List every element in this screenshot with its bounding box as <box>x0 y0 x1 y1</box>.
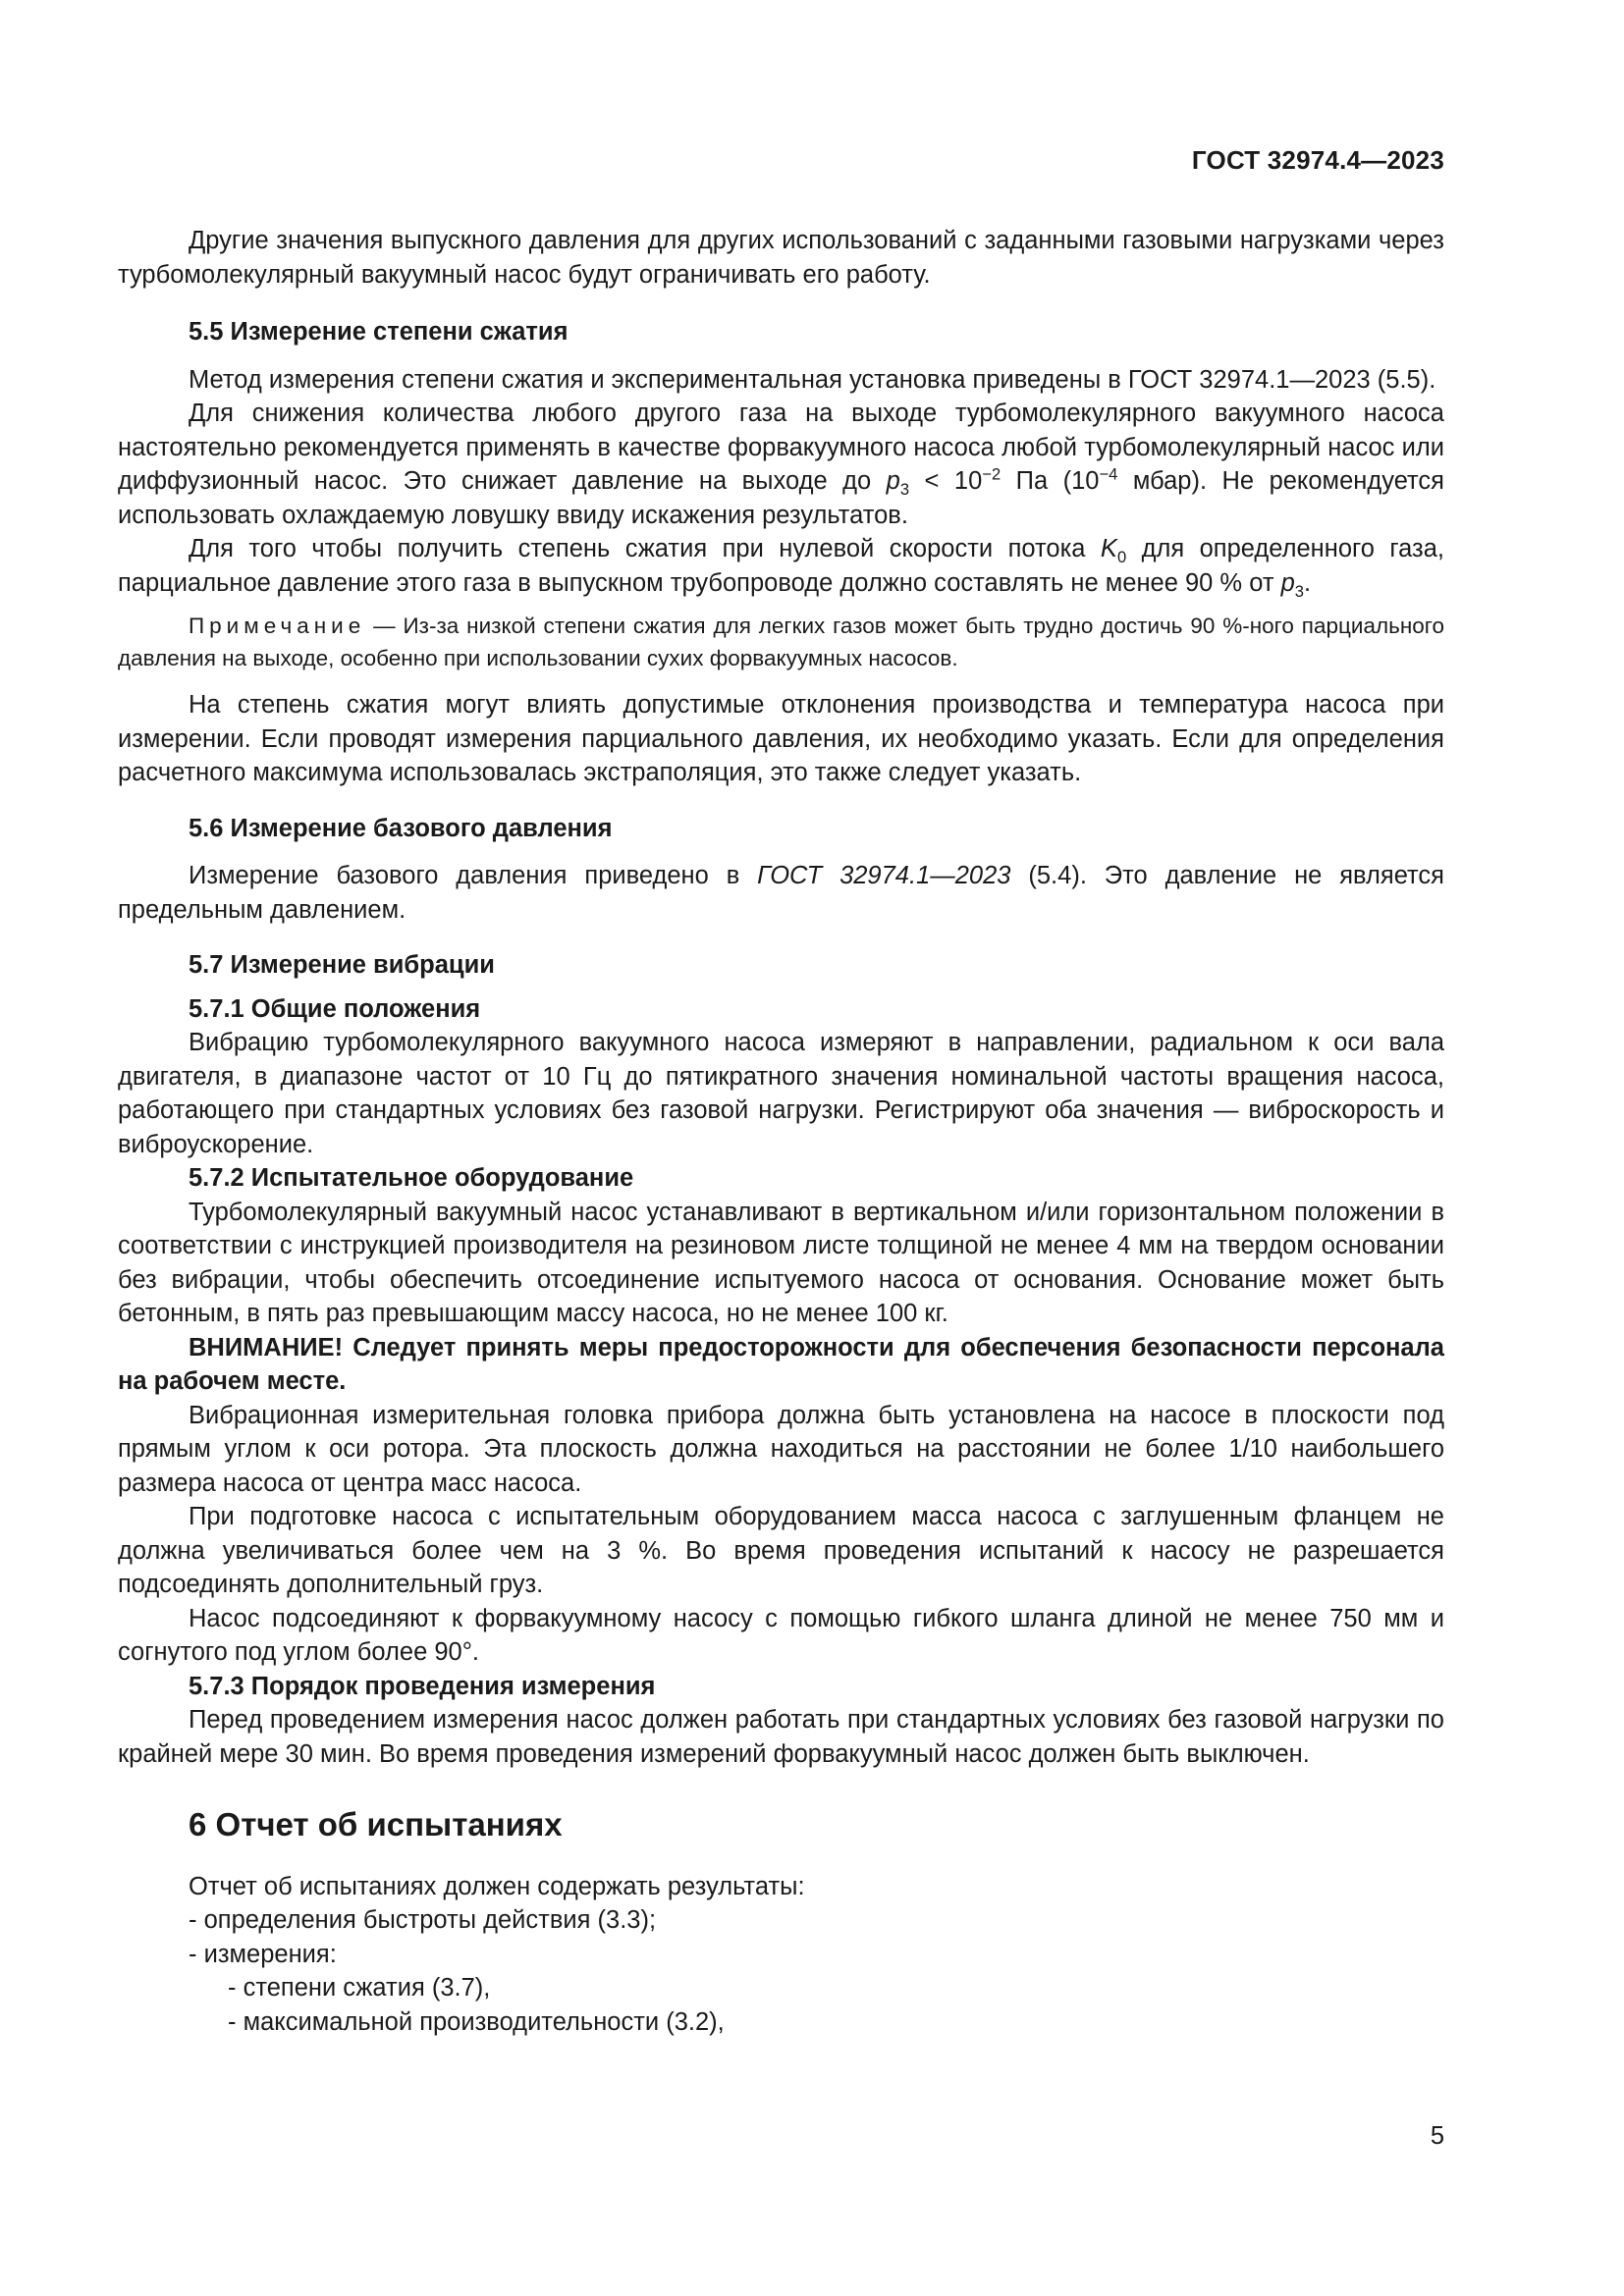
intro-paragraph: Другие значения выпускного давления для других использований с заданными газовыми нагрузками через турбомолекулярный вакуумный насос будут ограничивать его работу. <box>118 227 1444 289</box>
standard-designation: ГОСТ 32974.4—2023 <box>1191 145 1444 175</box>
section-5-5-paragraph-3: Для того чтобы получить степень сжатия при нулевой скорости потока $K_0$ для определенного газа, парциальное давление этого газа в выпускном трубопроводе должно составлять не менее 90 % от $p_3$. <box>118 535 1444 601</box>
list-item: - максимальной производительности (3.2), <box>228 2007 725 2036</box>
note-paragraph: Примечание — Из-за низкой степени сжатия для легких газов может быть трудно достичь 90 %-ного парциального давления на выходе, особенно при использовании сухих форвакуумных насосов. <box>118 614 1444 670</box>
section-5-7-3-paragraph: Перед проведением измерения насос должен работать при стандартных условиях без газовой нагрузки по крайней мере 30 мин. Во время проведения измерений форвакуумный насос должен быть выключен. <box>118 1706 1444 1768</box>
section-5-5-paragraph-2: Для снижения количества любого другого газа на выходе турбомолекулярного вакуумного насоса настоятельно рекомендуется применять в качестве форвакуумного насоса любой турбомолекулярный насос или диффузионный насос. Это снижает давление на выходе до $p_3 < 10^{-2}$ Па ($10^{-4}$ мбар). Не рекомендуется использовать охлаждаемую ловушку ввиду искажения результатов. <box>118 400 1444 529</box>
section-5-7-1-paragraph: Вибрацию турбомолекулярного вакуумного насоса измеряют в направлении, радиальном к оси вала двигателя, в диапазоне частот от 10 Гц до пятикратного значения номинальной частоты вращения насоса, работающего при стандартных условиях без газовой нагрузки. Регистрируют оба значения — виброскорость и виброускорение. <box>118 1029 1444 1158</box>
section-5-7-1-heading: 5.7.1 Общие положения <box>189 994 481 1023</box>
section-5-7-2-paragraph-4: Насос подсоединяют к форвакуумному насосу с помощью гибкого шланга длиной не менее 750 мм и согнутого под углом более 90°. <box>118 1604 1444 1666</box>
list-item: - измерения: <box>189 1940 337 1968</box>
section-5-7-3-heading: 5.7.3 Порядок проведения измерения <box>189 1672 656 1700</box>
section-5-5-paragraph-1: Метод измерения степени сжатия и экспериментальная установка приведены в ГОСТ 32974.1—2023 (5.5). <box>189 365 1436 394</box>
list-item: - степени сжатия (3.7), <box>228 1974 491 2002</box>
page-body <box>118 224 1444 2039</box>
section-5-5-heading: 5.5 Измерение степени сжатия <box>189 318 568 346</box>
section-5-6-paragraph-1: Измерение базового давления приведено в ГОСТ 32974.1—2023 (5.4). Это давление не является предельным давлением. <box>118 862 1444 924</box>
section-6-intro: Отчет об испытаниях должен содержать результаты: <box>189 1872 805 1900</box>
section-5-7-2-paragraph-2: Вибрационная измерительная головка прибора должна быть установлена на насосе в плоскости под прямым углом к оси ротора. Эта плоскость должна находиться на расстоянии не более 1/10 наибольшего размера насоса от центра масс насоса. <box>118 1401 1444 1497</box>
note-label: Примечание <box>189 614 366 638</box>
standard-reference: ГОСТ 32974.1—2023 <box>757 862 1011 889</box>
section-6-heading: 6 Отчет об испытаниях <box>189 1806 563 1842</box>
section-5-7-heading: 5.7 Измерение вибрации <box>189 951 495 979</box>
list-item: - определения быстроты действия (3.3); <box>189 1906 657 1934</box>
section-5-7-2-heading: 5.7.2 Испытательное оборудование <box>189 1164 634 1192</box>
page-number: 5 <box>1430 2122 1444 2150</box>
section-5-6-heading: 5.6 Измерение базового давления <box>189 814 613 842</box>
section-5-7-2-paragraph-3: При подготовке насоса с испытательным оборудованием масса насоса с заглушенным фланцем не должна увеличиваться более чем на 3 %. Во время проведения испытаний к насосу не разрешается подсоединять дополнительный груз. <box>118 1503 1444 1598</box>
section-5-5-paragraph-4: На степень сжатия могут влиять допустимые отклонения производства и температура насоса при измерении. Если проводят измерения парциального давления, их необходимо указать. Если для определения расчетного максимума использовалась экстраполяция, это также следует указать. <box>118 691 1444 786</box>
safety-warning: ВНИМАНИЕ! Следует принять меры предосторожности для обеспечения безопасности персонала на рабочем месте. <box>118 1333 1444 1395</box>
section-5-7-2-paragraph-1: Турбомолекулярный вакуумный насос устанавливают в вертикальном и/или горизонтальном положении в соответствии с инструкцией производителя на резиновом листе толщиной не менее 4 мм на твердом основании без вибрации, чтобы обеспечить отсоединение испытуемого насоса от основания. Основание может быть бетонным, в пять раз превышающим массу насоса, но не менее 100 кг. <box>118 1198 1444 1327</box>
